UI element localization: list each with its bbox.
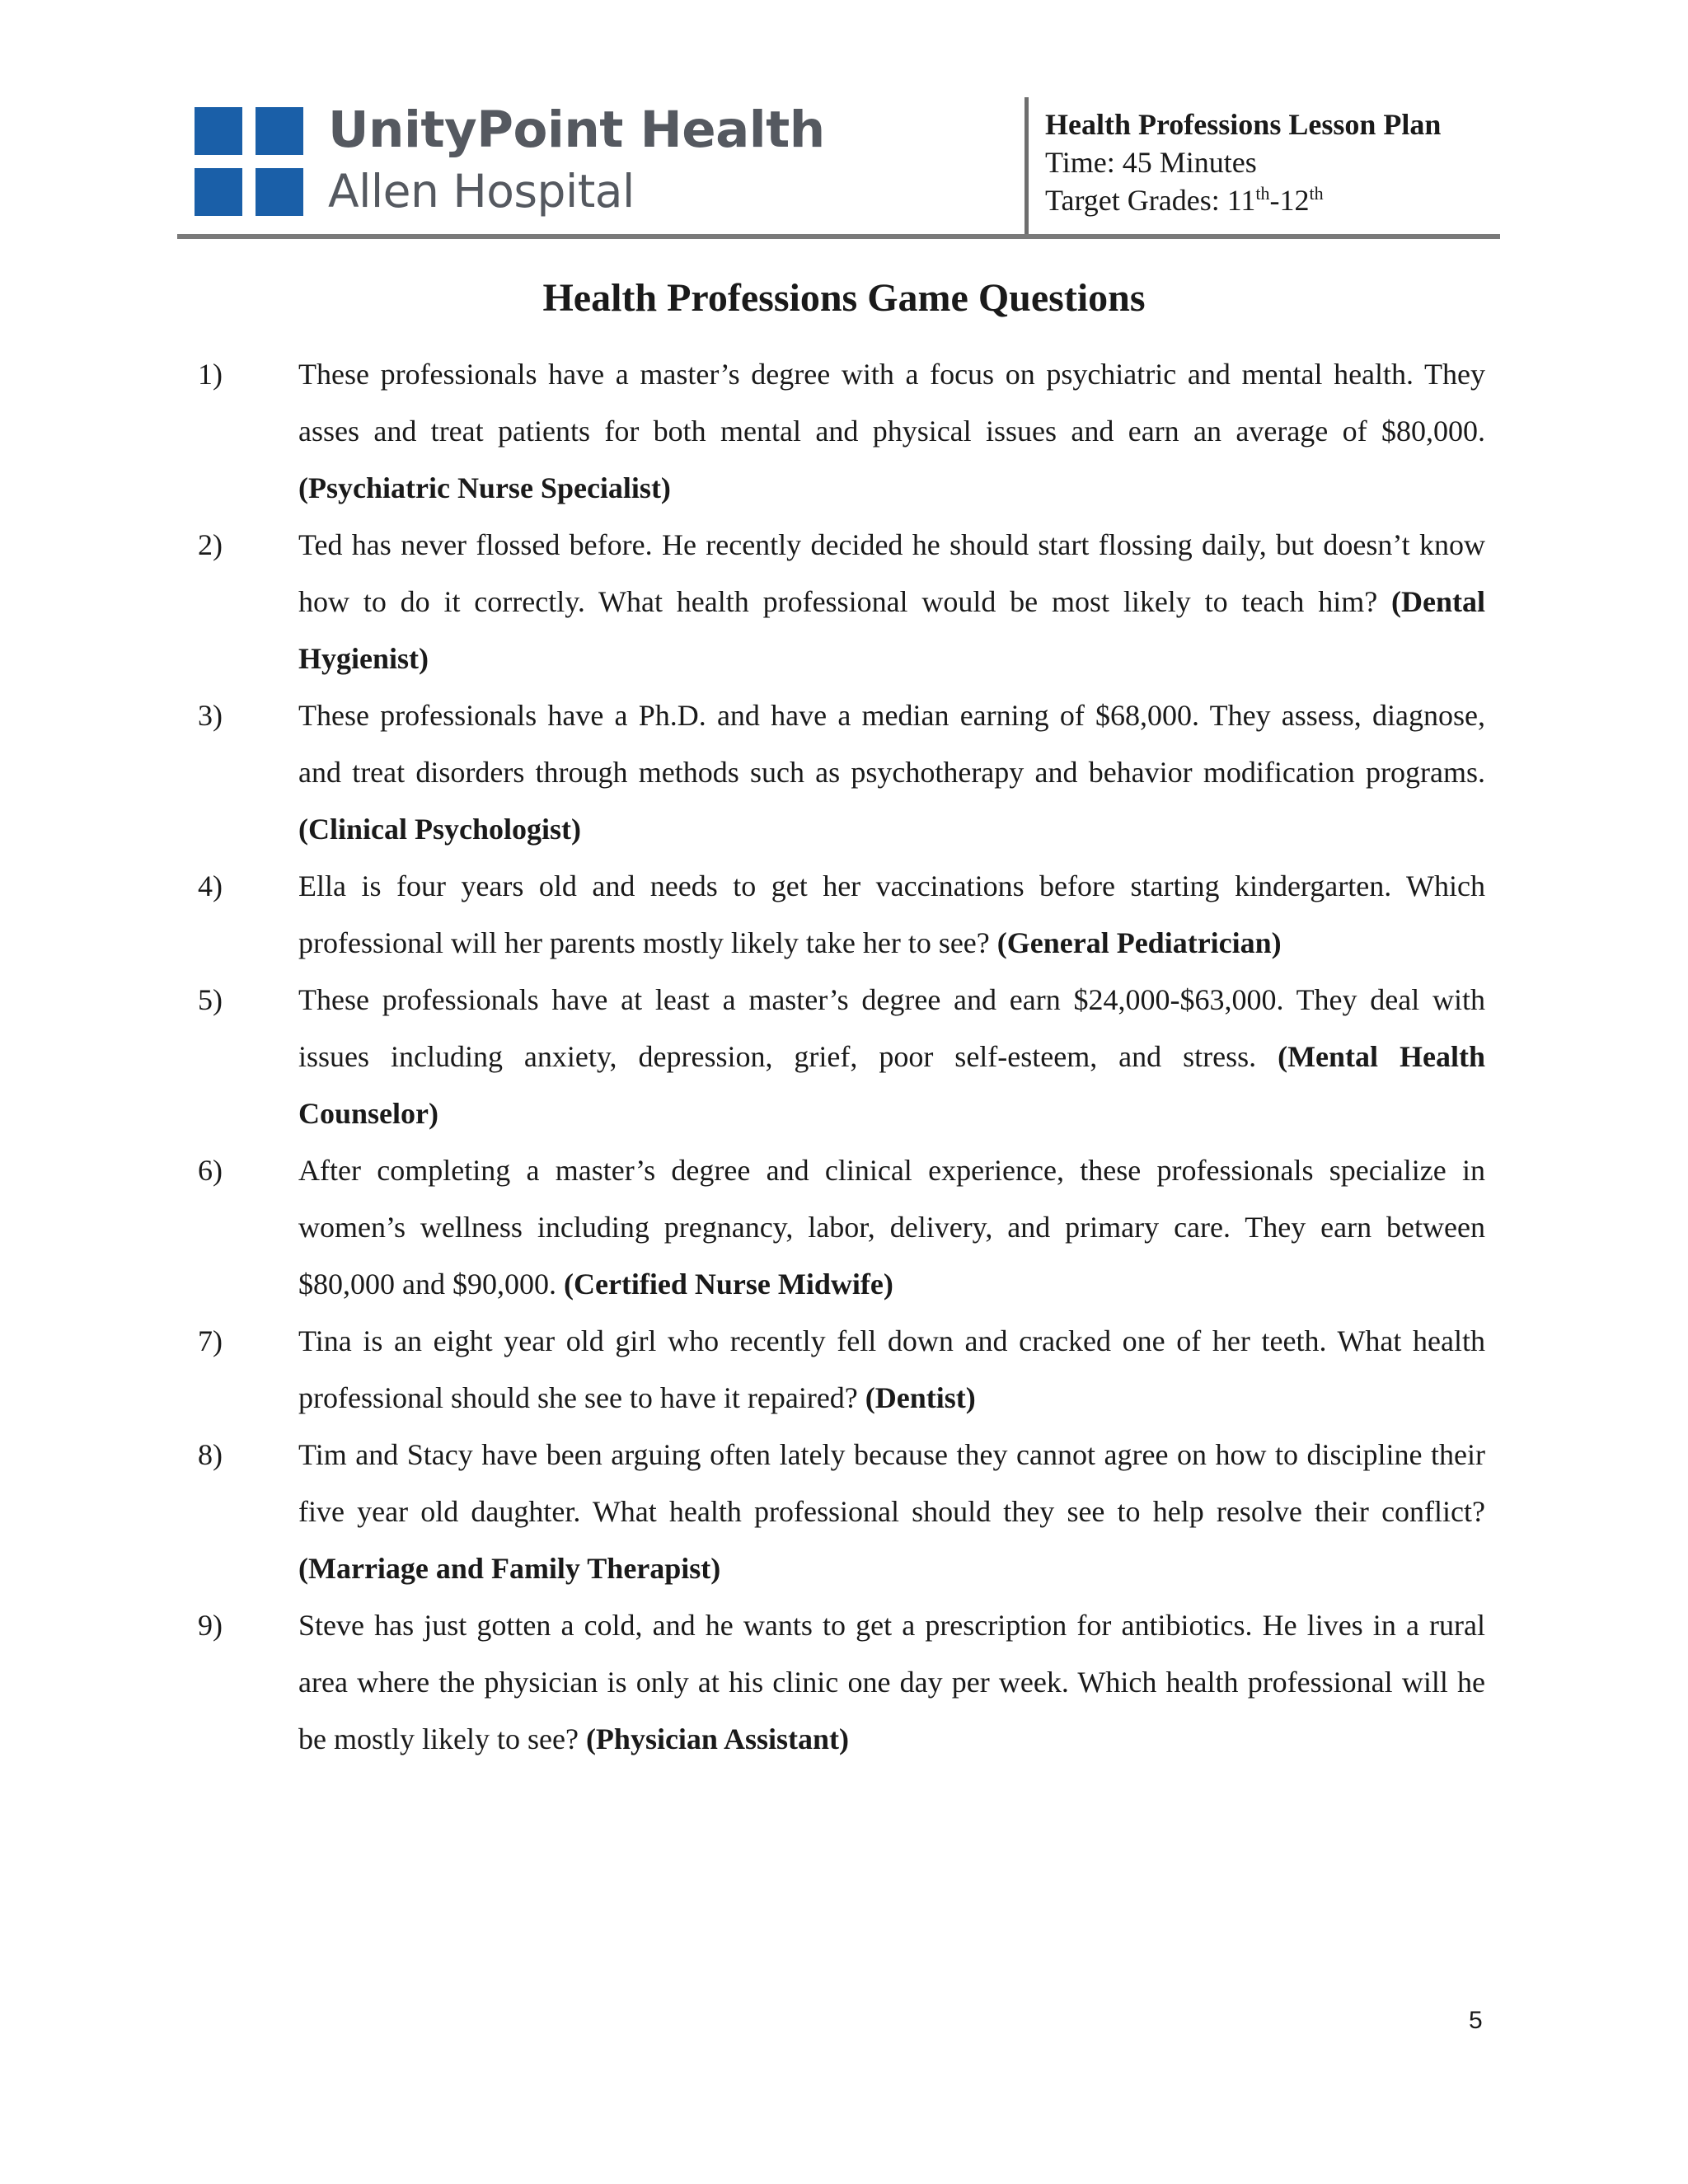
header-info	[1045, 105, 1441, 219]
grade-end: 12	[1279, 184, 1310, 217]
question-answer: (General Pediatrician)	[996, 926, 1282, 959]
question-text	[298, 517, 1485, 687]
question-text	[298, 1313, 1485, 1427]
question-text	[298, 972, 1485, 1142]
question-text	[298, 687, 1485, 858]
question-answer: (Certified Nurse Midwife)	[563, 1268, 893, 1301]
question-item	[0, 687, 1688, 858]
question-item	[0, 1597, 1688, 1768]
header-vertical-divider	[1025, 97, 1029, 236]
question-number: 6)	[198, 1154, 223, 1187]
grade-start-suffix: th	[1255, 183, 1270, 204]
question-text	[298, 1142, 1485, 1313]
question-item	[0, 1142, 1688, 1313]
question-item	[0, 858, 1688, 972]
question-body: These professionals have at least a master’s degree and earn $24,000-$63,000. They deal with issues including anxiety, depression, grief, poor self-esteem, and stress.	[298, 983, 1485, 1073]
lesson-time: Time: 45 Minutes	[1045, 146, 1257, 179]
target-grades	[1045, 181, 1441, 219]
hospital-logo	[195, 101, 825, 221]
lesson-plan-title: Health Professions Lesson Plan	[1045, 108, 1442, 141]
question-answer: (Clinical Psychologist)	[298, 813, 581, 846]
question-answer: (Dentist)	[865, 1381, 976, 1414]
grade-separator: -	[1269, 184, 1280, 217]
question-body: After completing a master’s degree and clinical experience, these professionals specialize in women’s wellness including pregnancy, labor, delivery, and primary care. They earn between $80,000 and $90,000.	[298, 1154, 1485, 1301]
question-number: 3)	[198, 699, 223, 732]
question-body: These professionals have a Ph.D. and have a median earning of $68,000. They assess, diagnose, and treat disorders through methods such as psychotherapy and behavior modification programs.	[298, 699, 1485, 789]
logo-hospital-name: Allen Hospital	[328, 165, 635, 218]
question-number: 9)	[198, 1609, 223, 1642]
grade-start: 11	[1226, 184, 1256, 217]
question-answer: (Physician Assistant)	[585, 1722, 849, 1755]
question-body: Tim and Stacy have been arguing often lately because they cannot agree on how to discipline their five year old daughter. What health professional should they see to help resolve their conflict?	[298, 1438, 1485, 1528]
question-number: 4)	[198, 869, 223, 902]
question-number: 7)	[198, 1324, 223, 1357]
question-item	[0, 1427, 1688, 1597]
question-answer: (Marriage and Family Therapist)	[298, 1552, 721, 1585]
question-item	[0, 972, 1688, 1142]
question-number: 8)	[198, 1438, 223, 1471]
page-number: 5	[1469, 2007, 1483, 2034]
grade-end-suffix: th	[1309, 183, 1324, 204]
logo-brand-name: UnityPoint Health	[328, 101, 825, 159]
question-answer: (Dental Hygienist)	[298, 585, 1485, 675]
page-title: Health Professions Game Questions	[542, 276, 1146, 320]
question-item	[0, 517, 1688, 687]
question-body: Ella is four years old and needs to get her vaccinations before starting kindergarten. Which professional will her parents mostly likely take her to see?	[298, 869, 1485, 959]
header-horizontal-rule	[177, 234, 1500, 239]
question-body: Tina is an eight year old girl who recently fell down and cracked one of her teeth. What health professional should she see to have it repaired?	[298, 1324, 1485, 1414]
target-grades-label: Target Grades:	[1045, 184, 1227, 217]
question-body: Ted has never flossed before. He recently decided he should start flossing daily, but doesn’t know how to do it correctly. What health professional would be most likely to teach him?	[298, 528, 1485, 618]
question-text	[298, 1427, 1485, 1597]
cross-logo-icon	[195, 107, 303, 216]
question-item	[0, 346, 1688, 517]
question-answer: (Mental Health Counselor)	[298, 1040, 1486, 1130]
question-body: Steve has just gotten a cold, and he wants to get a prescription for antibiotics. He lives in a rural area where the physician is only at his clinic one day per week. Which health professional will he be mostly likely to see?	[298, 1609, 1485, 1755]
question-text	[298, 346, 1485, 517]
question-body: These professionals have a master’s degree with a focus on psychiatric and mental health. They asses and treat patients for both mental and physical issues and earn an average of $80,000.	[298, 358, 1485, 448]
question-answer: (Psychiatric Nurse Specialist)	[298, 471, 671, 504]
question-text	[298, 1597, 1485, 1768]
question-number: 5)	[198, 983, 223, 1016]
question-item	[0, 1313, 1688, 1427]
question-text	[298, 858, 1485, 972]
question-number: 2)	[198, 528, 223, 561]
question-number: 1)	[198, 358, 223, 391]
questions-list	[0, 346, 1688, 1768]
